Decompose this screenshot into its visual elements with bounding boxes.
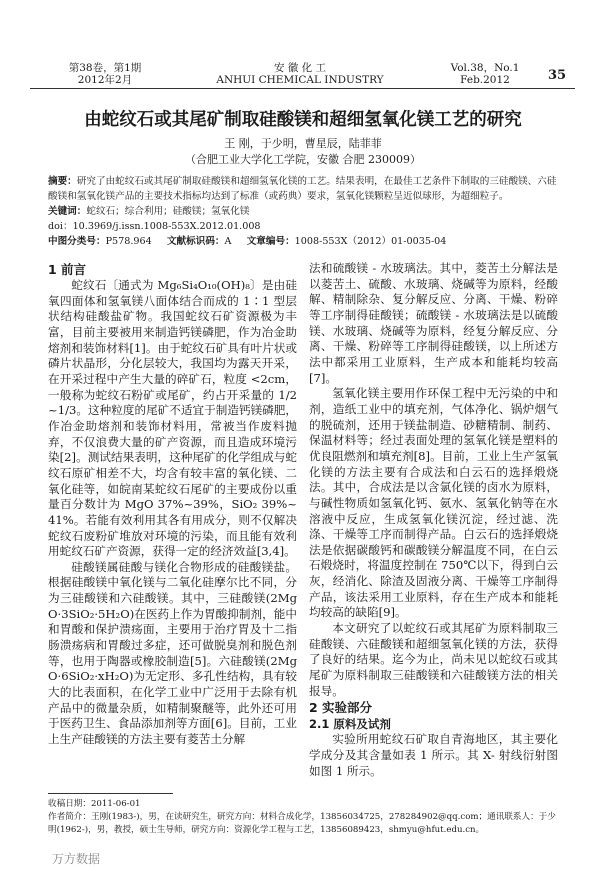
article-no-value: 1008-553X（2012）01-0035-04: [294, 236, 447, 247]
doc-code-value: A: [224, 236, 232, 247]
clc-value: P578.964: [105, 236, 152, 247]
date-en: Feb.2012: [460, 74, 510, 86]
header-journal: [200, 62, 400, 86]
doc-code-label: 文献标识码：: [166, 236, 225, 247]
section-heading: 1 前言: [48, 262, 87, 277]
paragraph: 实验所用蛇纹石矿取自青海地区，其主要化学成分及其含量如表 1 所示。其 X- 射线衍射图如图 1 所示。: [309, 732, 558, 778]
header-volume-en: [430, 62, 540, 86]
article-title: 由蛇纹石或其尾矿制取硅酸镁和超细氢氧化镁工艺的研究: [84, 110, 522, 130]
article-affiliation: （合肥工业大学化工学院，安徽 合肥 230009）: [185, 153, 421, 166]
classification-line: [48, 234, 558, 249]
paragraph: 氢氧化镁主要用作环保工程中无污染的中和剂，造纸工业中的填充剂，气体净化、锅炉烟气的脱硫剂，还用于镁盐制造、砂糖精制、制药、保温材料等；经过表面处理的氢氧化镁是塑料的优良阻燃剂和填充剂[8]。目前，工业上生产氢氧化镁的方法主要有合成法和白云石的选择煅烧法。其中，合成法是以含氯化镁的卤水为原料，与碱性物质如氢氧化钙、氨水、氢氧化钠等在水溶液中反应，生成氢氧化镁沉淀，经过滤、洗涤、干燥等工序而制得产品。白云石的选择煅烧法是依据碳酸钙和碳酸镁分解温度不同，在白云石煅烧时，将温度控制在 750℃以下，得到白云灰，经消化、除渣及固液分离、干燥等工序制得产品，该法采用工业原料，存在生产成本和能耗均较高的缺陷[9]。: [309, 386, 558, 620]
left-column: [48, 261, 297, 779]
keywords-text: 蛇纹石；综合利用；硅酸镁；氢氧化镁: [86, 206, 250, 217]
subsection-heading: 2.1 原料及试剂: [309, 717, 391, 732]
body-columns: [48, 261, 558, 779]
paragraph: 法和硫酸镁 - 水玻璃法。其中，菱苦土分解法是以菱苦土、硫酸、水玻璃、烧碱等为原料，经酸解、精制除杂、复分解反应、分离、干燥、粉碎等工序制得硅酸镁；硫酸镁 - 水玻璃法是以硫酸镁、水玻璃、烧碱等为原料，经复分解反应、分离、干燥、粉碎等工序制得硅酸镁，以上所述方法中都采用工业原料，生产成本和能耗均较高[7]。: [309, 261, 558, 385]
abstract: [48, 174, 558, 204]
abstract-text: 研究了由蛇纹石或其尾矿制取硅酸镁和超细氢氧化镁的工艺。结果表明，在最佳工艺条件下制取的三硅酸镁、六硅酸镁和氢氧化镁产品的主要技术指标均达到了标准（或药典）要求，氢氧化镁颗粒呈近似球形，为超细粒子。: [48, 176, 557, 202]
header-volume-cn: [50, 62, 160, 86]
footnote-received: 收稿日期：2011-06-01: [48, 799, 141, 810]
page-content: [0, 100, 600, 867]
footnote-rule: [48, 793, 173, 794]
keywords: [48, 204, 558, 219]
abstract-block: [48, 174, 558, 249]
abstract-label: 摘要：: [48, 176, 77, 187]
article-no-label: 文章编号：: [246, 236, 295, 247]
footnotes: [48, 793, 558, 837]
journal-name-en: ANHUI CHEMICAL INDUSTRY: [216, 74, 384, 86]
volume-issue-cn: 第38卷，第1期: [68, 62, 142, 74]
watermark: 万方数据: [52, 852, 101, 867]
page-header: [0, 0, 600, 100]
footnote-author-info: 作者简介：王刚(1983-)，男，在读研究生，研究方向：材料合成化学，13856034725，278284902@qq.com；通讯联系人：于少明(1962-)，男，教授，硕士生导师，研究方向：资源化学工程与工艺，13856089423，shmyu@hfut.edu.cn。: [48, 812, 556, 836]
date-cn: 2012年2月: [77, 74, 133, 86]
page-number: 35: [548, 68, 567, 83]
volume-issue-en: Vol.38，No.1: [450, 62, 520, 74]
journal-name-cn: 安 徽 化 工: [273, 62, 326, 74]
paragraph: 蛇纹石〔通式为 Mg₆Si₄O₁₀(OH)₈〕是由硅氧四面体和氢氧镁八面体结合而成的 1∶1 型层状结构硅酸盐矿物。我国蛇纹石矿资源极为丰富，目前主要被用来制造钙镁磷肥，作为冶金助熔剂和装饰材料[1]。由于蛇纹石矿具有叶片状或磷片状晶形，分化层较大，我国均为露天开采，在开采过程中产生大量的碎矿石，粒度 <2cm，一般称为蛇纹石粉矿或尾矿，约占开采量的 1/2~1/3。这种粒度的尾矿不适宜于制造钙镁磷肥，作冶金助熔剂和装饰材料用，常被当作废料抛弃，不仅浪费大量的矿产资源，而且造成环境污染[2]。测试结果表明，这种尾矿的化学组成与蛇纹石原矿相差不大，均含有较丰富的氧化镁、二氧化硅等，如皖南某蛇纹石尾矿的主要成份以重量百分数计为 MgO 37%~39%，SiO₂ 39%~41%。若能有效利用其各有用成分，则不仅解决蛇纹石废粉矿堆放对环境的污染，而且能有效利用蛇纹石矿产资源，获得一定的经济效益[3,4]。: [48, 278, 297, 559]
right-column: [309, 261, 558, 779]
section-heading: 2 实验部分: [309, 700, 373, 716]
paragraph: 硅酸镁属硅酸与镁化合物形成的硅酸镁盐。根据硅酸镁中氧化镁与二氧化硅摩尔比不同，分为三硅酸镁和六硅酸镁。其中，三硅酸镁(2MgO·3SiO₂·5H₂O)在医药上作为胃酸抑制剂，能中和胃酸和保护溃疡面，主要用于治疗胃及十二指肠溃疡病和胃酸过多症，还可做脱臭剂和脱色剂等，也用于陶器或橡胶制造[5]。六硅酸镁(2MgO·6SiO₂·xH₂O)为无定形、多孔性结构，具有较大的比表面积，在化学工业中广泛用于去除有机产品中的微量杂质，如精制聚醚等，此外还可用于医药卫生、食品添加剂等方面[6]。目前，工业上生产硅酸镁的方法主要有菱苦土分解: [48, 559, 297, 747]
keywords-label: 关键词：: [48, 206, 87, 217]
clc-label: 中图分类号：: [48, 236, 106, 247]
header-rule: [30, 88, 575, 89]
paragraph: 本文研究了以蛇纹石或其尾矿为原料制取三硅酸镁、六硅酸镁和超细氢氧化镁的方法，获得了良好的结果。迄今为止，尚未见以蛇纹石或其尾矿为原料制取三硅酸镁和六硅酸镁方法的相关报导。: [309, 621, 558, 698]
doi: doi：10.3969/j.issn.1008-553X.2012.01.008: [48, 221, 261, 232]
article-authors: 王 刚，于少明，曹星辰，陆菲菲: [224, 137, 382, 150]
